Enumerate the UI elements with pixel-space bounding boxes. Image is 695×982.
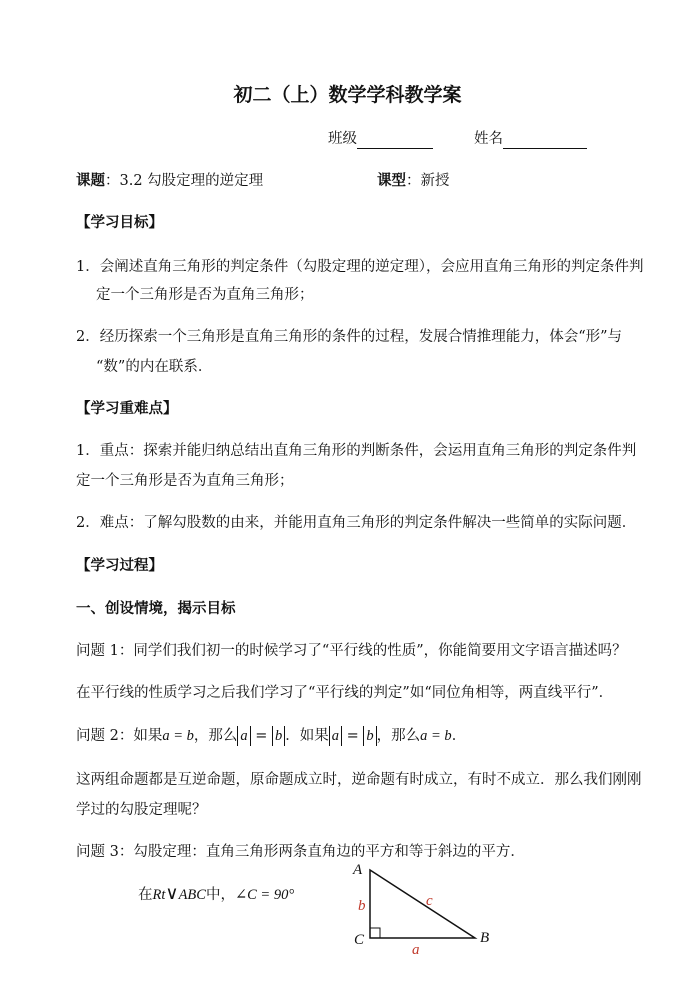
- paragraph-2-line-1: 这两组命题都是互逆命题，原命题成立时，逆命题有时成立，有时不成立．那么我们刚刚: [76, 772, 642, 788]
- right-angle-mark: [370, 928, 380, 938]
- side-b-label: b: [358, 898, 366, 914]
- objective-2-line-2: “数”的内在联系．: [96, 359, 213, 375]
- q2-then-1: ，那么: [193, 728, 238, 744]
- q2-if-2: ．如果: [285, 728, 329, 744]
- caption-rt: Rt: [152, 887, 166, 903]
- vertex-b-label: B: [480, 930, 490, 946]
- key-point-1-line-1: 1．重点：探索并能归纳总结出直角三角形的判断条件，会运用直角三角形的判定条件判: [76, 443, 637, 459]
- q2-abs-a-1: a: [237, 726, 250, 746]
- name-blank[interactable]: [503, 132, 587, 149]
- question-3: 问题 3：勾股定理：直角三角形两条直角边的平方和等于斜边的平方．: [76, 844, 525, 860]
- q2-then-2: ，那么: [376, 728, 421, 744]
- caption-abc: ABC: [178, 887, 206, 903]
- caption-mid: 中，: [205, 887, 235, 903]
- class-field: [328, 129, 433, 149]
- lesson-value: ：3.2 勾股定理的逆定理: [105, 173, 264, 189]
- right-triangle-figure: [340, 858, 510, 958]
- lesson-type: [377, 171, 450, 191]
- side-a-label: a: [412, 942, 420, 958]
- class-label: 班级: [328, 131, 357, 147]
- lesson-label: 课题: [76, 172, 105, 189]
- triangle-symbol: ∨: [165, 883, 179, 904]
- key-point-2: 2．难点：了解勾股数的由来，并能用直角三角形的判定条件解决一些简单的实际问题．: [76, 515, 637, 531]
- section-1-heading: 一、创设情境，揭示目标: [76, 600, 236, 617]
- paragraph-2-line-2: 学过的勾股定理呢？: [76, 802, 207, 818]
- key-points-heading: 【学习重难点】: [76, 400, 178, 417]
- name-label: 姓名: [474, 131, 503, 147]
- class-blank[interactable]: [357, 132, 433, 149]
- q2-lead: 问题 2：如果: [76, 728, 163, 744]
- triangle-shape: [370, 870, 475, 938]
- q2-abs-a-2: a: [329, 726, 342, 746]
- q2-end: ．: [451, 728, 467, 744]
- q2-abs-b-1: b: [272, 726, 285, 746]
- objective-2-line-1: 2．经历探索一个三角形是直角三角形的条件的过程，发展合情推理能力，体会“形”与: [76, 329, 623, 345]
- q2-equals-1: =: [250, 728, 273, 744]
- objective-1-line-1: 1．会阐述直角三角形的判定条件（勾股定理的逆定理），会应用直角三角形的判定条件判: [76, 259, 644, 275]
- q2-abs-b-2: b: [363, 726, 376, 746]
- name-field: [474, 129, 587, 149]
- paragraph-1: 在平行线的性质学习之后我们学习了“平行线的判定”如“同位角相等，两直线平行”．: [76, 685, 614, 701]
- q2-equation-2: a = b: [420, 728, 452, 744]
- figure-caption: [138, 884, 294, 905]
- objectives-heading: 【学习目标】: [76, 214, 163, 231]
- page-title: 初二（上）数学学科教学案: [233, 84, 462, 106]
- vertex-a-label: A: [353, 862, 363, 878]
- type-value: ：新授: [406, 173, 450, 189]
- caption-in: 在: [138, 887, 153, 903]
- caption-angle: ∠C = 90°: [234, 887, 295, 903]
- vertex-c-label: C: [354, 932, 365, 948]
- q2-equation-1: a = b: [162, 728, 194, 744]
- key-point-1-line-2: 定一个三角形是否为直角三角形；: [76, 473, 294, 489]
- question-1: 问题 1：同学们我们初一的时候学习了“平行线的性质”，你能简要用文字语言描述吗？: [76, 643, 627, 659]
- process-heading: 【学习过程】: [76, 557, 163, 574]
- objective-1-line-2: 定一个三角形是否为直角三角形；: [96, 287, 314, 303]
- question-2: [76, 726, 466, 746]
- type-label: 课型: [377, 172, 406, 189]
- side-c-label: c: [426, 893, 433, 909]
- lesson-topic: [76, 171, 263, 191]
- q2-equals-2: =: [342, 728, 364, 744]
